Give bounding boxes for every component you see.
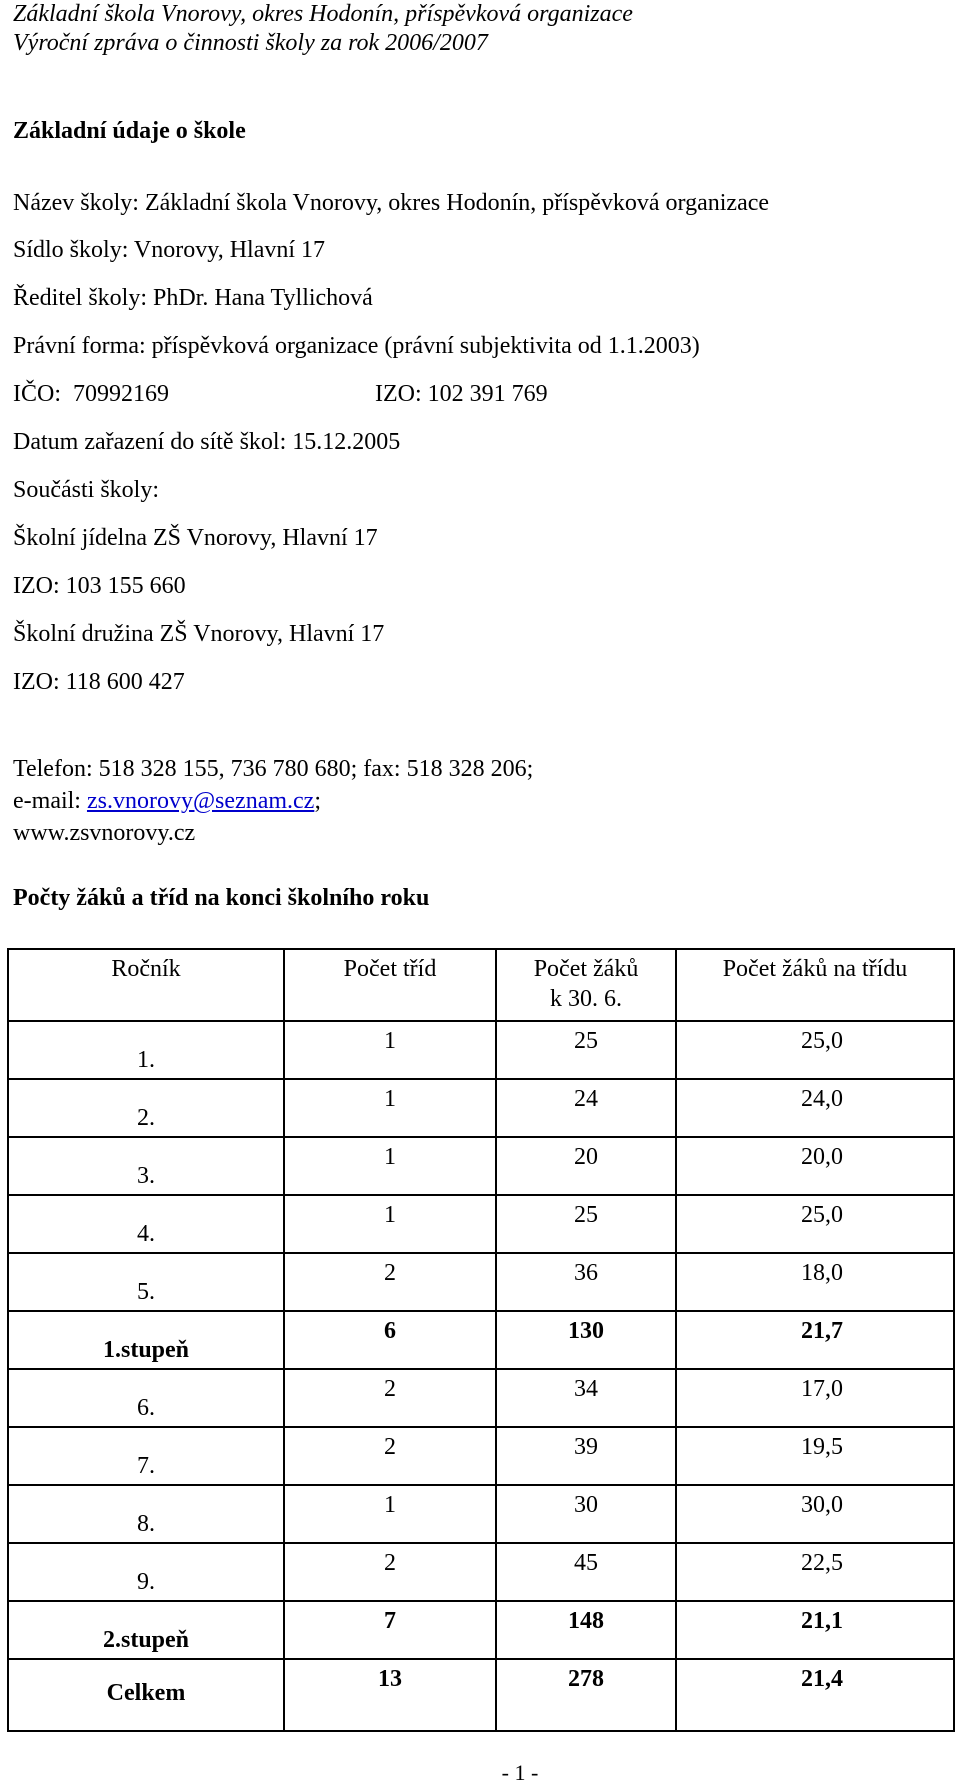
ico-izo-line xyxy=(13,381,548,408)
cell-grade: 5. xyxy=(8,1253,284,1311)
table-row xyxy=(8,1079,954,1137)
email-label: e-mail: xyxy=(13,788,87,814)
cell-pupils: 130 xyxy=(496,1311,676,1369)
cell-pupils: 45 xyxy=(496,1543,676,1601)
cell-classes: 1 xyxy=(284,1137,496,1195)
cell-classes: 1 xyxy=(284,1485,496,1543)
cell-grade: 3. xyxy=(8,1137,284,1195)
cell-grade: 1. xyxy=(8,1021,284,1079)
cell-per-class: 25,0 xyxy=(676,1021,954,1079)
cell-per-class: 24,0 xyxy=(676,1079,954,1137)
legal-form: Právní forma: příspěvková organizace (právní subjektivita od 1.1.2003) xyxy=(13,333,700,359)
cell-classes: 2 xyxy=(284,1369,496,1427)
cell-pupils: 36 xyxy=(496,1253,676,1311)
website: www.zsvnorovy.cz xyxy=(13,820,196,846)
cell-per-class: 18,0 xyxy=(676,1253,954,1311)
table-row xyxy=(8,1427,954,1485)
col-header-classes: Počet tříd xyxy=(284,949,496,1021)
cell-grade: 2.stupeň xyxy=(8,1601,284,1659)
cell-per-class: 17,0 xyxy=(676,1369,954,1427)
col-header-grade: Ročník xyxy=(8,949,284,1021)
cell-grade: Celkem xyxy=(8,1659,284,1731)
cell-pupils: 24 xyxy=(496,1079,676,1137)
header-report-title: Výroční zpráva o činnosti školy za rok 2006/2007 xyxy=(13,30,488,56)
after-school-club-izo: IZO: 118 600 427 xyxy=(13,669,185,695)
cell-grade: 1.stupeň xyxy=(8,1311,284,1369)
table-row-total xyxy=(8,1659,954,1731)
cell-grade: 6. xyxy=(8,1369,284,1427)
table-row xyxy=(8,1253,954,1311)
cell-pupils: 20 xyxy=(496,1137,676,1195)
school-director: Ředitel školy: PhDr. Hana Tyllichová xyxy=(13,285,373,311)
table-row xyxy=(8,1195,954,1253)
cell-grade: 8. xyxy=(8,1485,284,1543)
email-separator: ; xyxy=(314,788,321,814)
cell-pupils: 39 xyxy=(496,1427,676,1485)
cell-per-class: 21,7 xyxy=(676,1311,954,1369)
cell-per-class: 21,4 xyxy=(676,1659,954,1731)
section-title-pupil-counts: Počty žáků a tříd na konci školního roku xyxy=(13,885,430,911)
after-school-club: Školní družina ZŠ Vnorovy, Hlavní 17 xyxy=(13,621,385,647)
cell-classes: 7 xyxy=(284,1601,496,1659)
izo-value: IZO: 102 391 769 xyxy=(375,381,548,407)
section-title-basic-info: Základní údaje o škole xyxy=(13,118,246,144)
contact-phone: Telefon: 518 328 155, 736 780 680; fax: 518 328 206; xyxy=(13,756,534,782)
header-school-name: Základní škola Vnorovy, okres Hodonín, příspěvková organizace xyxy=(13,1,633,27)
col-header-pupils-line1: Počet žáků xyxy=(533,956,639,982)
cell-pupils: 34 xyxy=(496,1369,676,1427)
cell-classes: 6 xyxy=(284,1311,496,1369)
table-row xyxy=(8,1543,954,1601)
cell-pupils: 25 xyxy=(496,1021,676,1079)
cell-grade: 7. xyxy=(8,1427,284,1485)
table-row xyxy=(8,1369,954,1427)
table-row xyxy=(8,1021,954,1079)
cell-per-class: 19,5 xyxy=(676,1427,954,1485)
cell-per-class: 22,5 xyxy=(676,1543,954,1601)
cell-grade: 9. xyxy=(8,1543,284,1601)
cell-classes: 1 xyxy=(284,1195,496,1253)
cell-grade: 2. xyxy=(8,1079,284,1137)
page-number: - 1 - xyxy=(501,1760,539,1785)
table-row xyxy=(8,1485,954,1543)
cell-pupils: 278 xyxy=(496,1659,676,1731)
cell-pupils: 148 xyxy=(496,1601,676,1659)
school-seat: Sídlo školy: Vnorovy, Hlavní 17 xyxy=(13,237,326,263)
col-header-pupils xyxy=(496,949,676,1021)
school-name: Název školy: Základní škola Vnorovy, okres Hodonín, příspěvková organizace xyxy=(13,190,770,216)
cell-classes: 1 xyxy=(284,1021,496,1079)
cell-classes: 2 xyxy=(284,1427,496,1485)
cell-grade: 4. xyxy=(8,1195,284,1253)
cell-per-class: 21,1 xyxy=(676,1601,954,1659)
table-row-subtotal-1 xyxy=(8,1311,954,1369)
ico-value: IČO: 70992169 xyxy=(13,381,169,407)
cell-classes: 13 xyxy=(284,1659,496,1731)
table-header-row xyxy=(8,949,954,1021)
pupil-count-table xyxy=(7,948,955,1732)
cell-classes: 1 xyxy=(284,1079,496,1137)
cell-per-class: 30,0 xyxy=(676,1485,954,1543)
cell-pupils: 25 xyxy=(496,1195,676,1253)
email-link[interactable]: zs.vnorovy@seznam.cz xyxy=(86,788,315,814)
network-date: Datum zařazení do sítě škol: 15.12.2005 xyxy=(13,429,401,455)
cell-classes: 2 xyxy=(284,1543,496,1601)
canteen-izo: IZO: 103 155 660 xyxy=(13,573,186,599)
contact-email-line xyxy=(13,788,321,815)
cell-per-class: 20,0 xyxy=(676,1137,954,1195)
cell-classes: 2 xyxy=(284,1253,496,1311)
canteen: Školní jídelna ZŠ Vnorovy, Hlavní 17 xyxy=(13,525,378,551)
col-header-pupils-line2: k 30. 6. xyxy=(550,986,622,1012)
table-row-subtotal-2 xyxy=(8,1601,954,1659)
cell-per-class: 25,0 xyxy=(676,1195,954,1253)
components-label: Součásti školy: xyxy=(13,477,160,503)
cell-pupils: 30 xyxy=(496,1485,676,1543)
col-header-per-class: Počet žáků na třídu xyxy=(676,949,954,1021)
table-row xyxy=(8,1137,954,1195)
